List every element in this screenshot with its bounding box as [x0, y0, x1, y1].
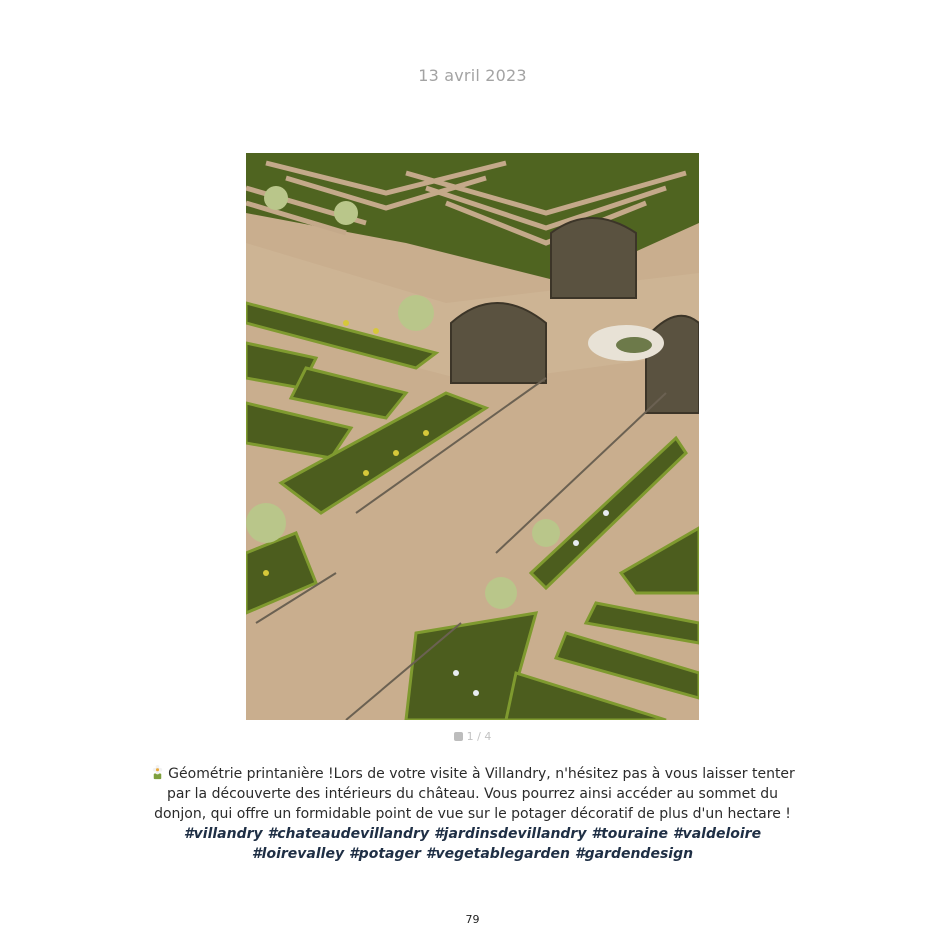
- garden-photo[interactable]: [246, 153, 699, 720]
- garden-photo-illustration: [246, 153, 699, 720]
- photo-counter: [0, 730, 945, 743]
- flower-icon: [150, 765, 165, 780]
- caption-text: Géométrie printanière !Lors de votre visite à Villandry, n'hésitez pas à vous laisser tenter par la découverte des intérieurs du château. Vous pourrez ainsi accéder au sommet du donjon, qui offre un formidable point de vue sur le potager décoratif de plus d'un hectare !: [154, 766, 795, 822]
- post-caption: [150, 764, 795, 864]
- hashtags[interactable]: #villandry #chateaudevillandry #jardinsdevillandry #touraine #valdeloire #loirevalley #potager #vegetablegarden #gardendesign: [183, 826, 762, 862]
- post-date: 13 avril 2023: [418, 66, 527, 85]
- gallery-icon: [454, 732, 463, 741]
- photo-counter-text: 1 / 4: [466, 730, 492, 743]
- page-number: 79: [465, 913, 480, 926]
